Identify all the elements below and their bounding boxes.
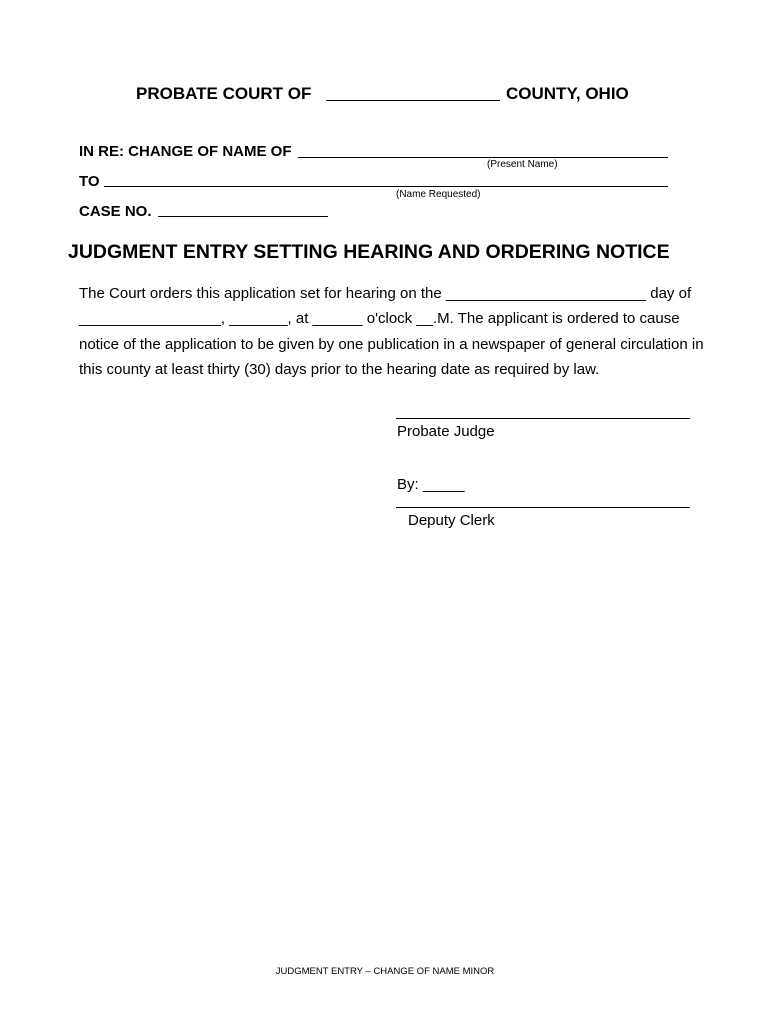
present-name-line xyxy=(298,157,668,158)
body-line-4: this county at least thirty (30) days prior to the hearing date as required by law. xyxy=(79,361,600,378)
court-prefix: PROBATE COURT OF xyxy=(136,84,312,103)
probate-judge-label: Probate Judge xyxy=(397,423,495,440)
body-line-3: notice of the application to be given by one publication in a newspaper of general circulation in xyxy=(79,336,704,353)
case-no-label: CASE NO. xyxy=(79,203,152,220)
footer-text: JUDGMENT ENTRY – CHANGE OF NAME MINOR xyxy=(275,966,495,977)
to-label: TO xyxy=(79,173,100,190)
judge-signature-line xyxy=(396,418,690,419)
present-name-note: (Present Name) xyxy=(487,159,558,170)
body-line-2: _________________, _______, at ______ o'clock __.M. The applicant is ordered to cause xyxy=(79,310,680,327)
document-title: JUDGMENT ENTRY SETTING HEARING AND ORDERING NOTICE xyxy=(68,241,670,263)
clerk-signature-line xyxy=(396,507,690,508)
court-suffix: COUNTY, OHIO xyxy=(506,84,629,103)
county-blank-line xyxy=(326,100,500,101)
by-label: By: _____ xyxy=(397,476,465,493)
deputy-clerk-label: Deputy Clerk xyxy=(408,512,495,529)
name-requested-note: (Name Requested) xyxy=(396,189,481,200)
case-no-line xyxy=(158,216,328,217)
name-requested-line xyxy=(104,186,668,187)
body-line-1: The Court orders this application set for hearing on the ________________________ day of xyxy=(79,285,692,302)
in-re-label: IN RE: CHANGE OF NAME OF xyxy=(79,143,292,160)
